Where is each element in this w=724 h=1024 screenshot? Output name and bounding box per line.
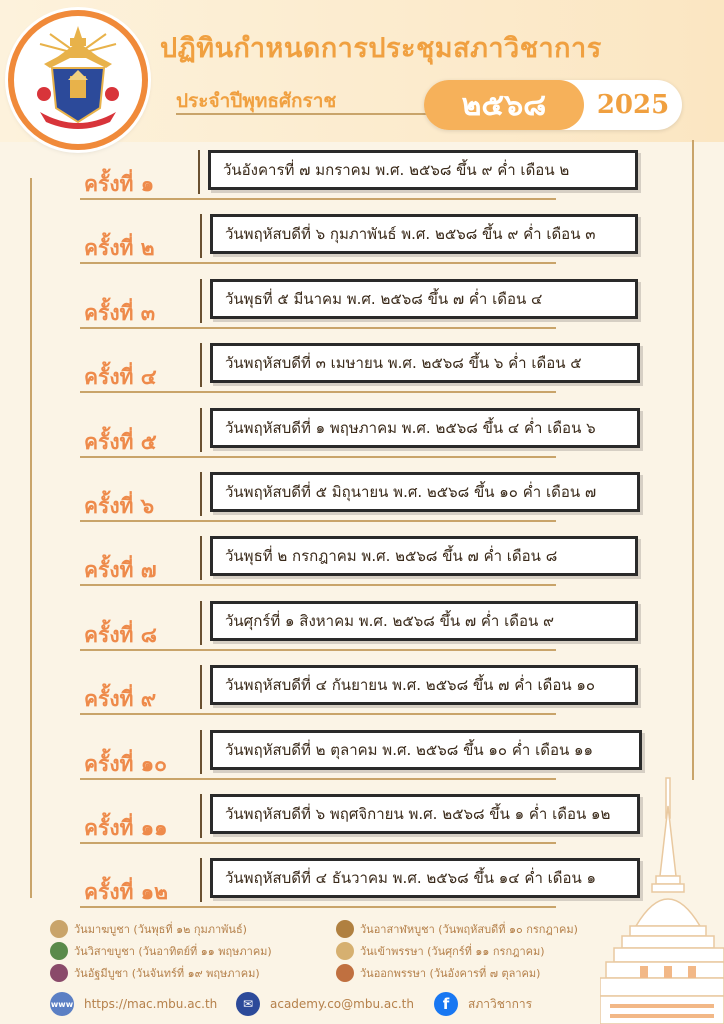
holiday-text: วันวิสาขบูชา (วันอาทิตย์ที่ ๑๑ พฤษภาคม)	[74, 945, 272, 958]
holiday-image-icon	[336, 920, 354, 938]
meeting-date: วันพฤหัสบดีที่ ๕ มิถุนายน พ.ศ. ๒๕๖๘ ขึ้น ๑๐ ค่ำ เดือน ๗	[225, 483, 597, 501]
subtitle-divider	[176, 113, 426, 115]
www-globe-icon: www	[50, 992, 74, 1016]
meeting-date: วันพฤหัสบดีที่ ๑ พฤษภาคม พ.ศ. ๒๕๖๘ ขึ้น ๔ ค่ำ เดือน ๖	[225, 419, 596, 437]
row-underline	[80, 456, 556, 458]
meeting-round-label: ครั้งที่ ๔	[84, 364, 157, 389]
meeting-date: วันพุธที่ ๒ กรกฎาคม พ.ศ. ๒๕๖๘ ขึ้น ๗ ค่ำ เดือน ๘	[225, 547, 558, 565]
holiday-item	[336, 940, 545, 962]
meeting-date: วันพฤหัสบดีที่ ๓ เมษายน พ.ศ. ๒๕๖๘ ขึ้น ๖ ค่ำ เดือน ๕	[225, 354, 582, 372]
stupa-icon	[600, 776, 724, 1024]
meeting-date-box	[210, 858, 640, 898]
holiday-image-icon	[50, 964, 68, 982]
meeting-date: วันพฤหัสบดีที่ ๔ ธันวาคม พ.ศ. ๒๕๖๘ ขึ้น ๑๔ ค่ำ เดือน ๑	[225, 869, 597, 887]
university-logo	[8, 10, 148, 150]
holiday-item	[336, 918, 578, 940]
emblem-icon	[30, 24, 126, 136]
meeting-date: วันพฤหัสบดีที่ ๔ กันยายน พ.ศ. ๒๕๖๘ ขึ้น ๗ ค่ำ เดือน ๑๐	[225, 676, 596, 694]
holiday-item	[336, 962, 540, 984]
website-link[interactable]: https://mac.mbu.ac.th	[84, 997, 218, 1011]
year-thai-badge: ๒๕๖๘	[424, 80, 584, 130]
meeting-round-label: ครั้งที่ ๑๐	[84, 751, 167, 776]
meeting-date-box	[210, 665, 638, 705]
frame-line-left	[30, 178, 32, 898]
holiday-text: วันเข้าพรรษา (วันศุกร์ที่ ๑๑ กรกฎาคม)	[360, 945, 545, 958]
row-underline	[80, 391, 556, 393]
footer-email[interactable]	[236, 990, 414, 1018]
meeting-round-label: ครั้งที่ ๑	[84, 171, 155, 196]
facebook-link[interactable]: สภาวิชาการ	[468, 996, 533, 1011]
meeting-date-box	[210, 472, 640, 512]
row-underline	[80, 713, 556, 715]
row-underline	[80, 198, 556, 200]
meeting-date-box	[210, 343, 640, 383]
holiday-item	[50, 918, 247, 940]
facebook-icon: f	[434, 992, 458, 1016]
row-underline	[80, 584, 556, 586]
meeting-round-label: ครั้งที่ ๙	[84, 686, 157, 711]
meeting-date-box	[210, 601, 638, 641]
meeting-date-box	[210, 214, 638, 254]
meeting-date: วันอังคารที่ ๗ มกราคม พ.ศ. ๒๕๖๘ ขึ้น ๙ ค่ำ เดือน ๒	[223, 161, 570, 179]
holiday-text: วันมาฆบูชา (วันพุธที่ ๑๒ กุมภาพันธ์)	[74, 923, 247, 936]
meeting-round-label: ครั้งที่ ๑๒	[84, 879, 168, 904]
footer-facebook[interactable]	[434, 990, 532, 1018]
meeting-date: วันพุธที่ ๕ มีนาคม พ.ศ. ๒๕๖๘ ขึ้น ๗ ค่ำ เดือน ๔	[225, 290, 543, 308]
row-underline	[80, 262, 556, 264]
row-underline	[80, 906, 556, 908]
holiday-image-icon	[336, 942, 354, 960]
holiday-image-icon	[50, 942, 68, 960]
meeting-round-label: ครั้งที่ ๓	[84, 300, 156, 325]
year-ad: 2025	[596, 90, 670, 120]
meeting-round-label: ครั้งที่ ๕	[84, 429, 157, 454]
holiday-text: วันออกพรรษา (วันอังคารที่ ๗ ตุลาคม)	[360, 967, 541, 980]
frame-line-right	[692, 140, 694, 780]
row-underline	[80, 327, 556, 329]
meeting-date-box	[210, 730, 642, 770]
meeting-date-box	[210, 279, 638, 319]
row-underline	[80, 520, 556, 522]
holiday-item	[50, 962, 260, 984]
holiday-image-icon	[336, 964, 354, 982]
meeting-date: วันพฤหัสบดีที่ ๖ กุมภาพันธ์ พ.ศ. ๒๕๖๘ ขึ้น ๙ ค่ำ เดือน ๓	[225, 225, 596, 243]
meeting-date-box	[210, 408, 640, 448]
row-underline	[80, 842, 556, 844]
meeting-date-box	[210, 536, 638, 576]
holiday-text: วันอาสาฬหบูชา (วันพฤหัสบดีที่ ๑๐ กรกฎาคม)	[360, 923, 578, 936]
row-underline	[80, 778, 556, 780]
meeting-date: วันพฤหัสบดีที่ ๒ ตุลาคม พ.ศ. ๒๕๖๘ ขึ้น ๑๐ ค่ำ เดือน ๑๑	[225, 741, 594, 759]
email-link[interactable]: academy.co@mbu.ac.th	[270, 997, 414, 1011]
meeting-date: วันพฤหัสบดีที่ ๖ พฤศจิกายน พ.ศ. ๒๕๖๘ ขึ้น ๑ ค่ำ เดือน ๑๒	[225, 805, 611, 823]
holiday-item	[50, 940, 272, 962]
holiday-image-icon	[50, 920, 68, 938]
meeting-round-label: ครั้งที่ ๗	[84, 557, 157, 582]
meeting-date: วันศุกร์ที่ ๑ สิงหาคม พ.ศ. ๒๕๖๘ ขึ้น ๗ ค่ำ เดือน ๙	[225, 612, 555, 630]
holiday-text: วันอัฐมีบูชา (วันจันทร์ที่ ๑๙ พฤษภาคม)	[74, 967, 260, 980]
footer-website[interactable]	[50, 990, 217, 1018]
row-underline	[80, 649, 556, 651]
meeting-date-box	[208, 150, 638, 190]
meeting-round-label: ครั้งที่ ๑๑	[84, 815, 168, 840]
page-subtitle: ประจำปีพุทธศักราช	[176, 90, 337, 112]
meeting-round-label: ครั้งที่ ๖	[84, 493, 155, 518]
meeting-round-label: ครั้งที่ ๘	[84, 622, 157, 647]
envelope-icon: ✉	[236, 992, 260, 1016]
meeting-date-box	[210, 794, 640, 834]
page-title: ปฏิทินกำหนดการประชุมสภาวิชาการ	[160, 33, 602, 64]
meeting-round-label: ครั้งที่ ๒	[84, 235, 155, 260]
